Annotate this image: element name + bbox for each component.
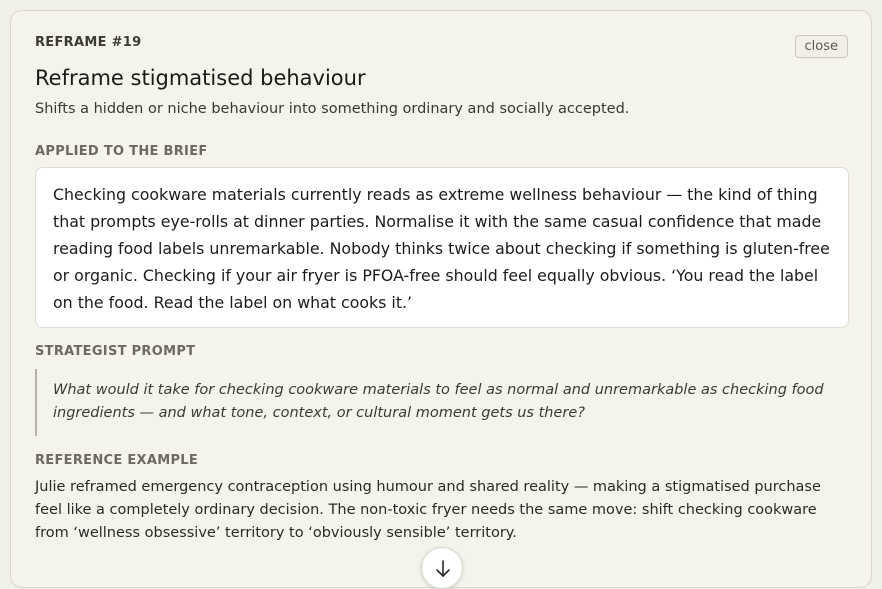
applied-section-label: APPLIED TO THE BRIEF	[35, 144, 208, 159]
card-title: Reframe stigmatised behaviour	[35, 66, 366, 90]
card-subtitle: Shifts a hidden or niche behaviour into something ordinary and socially accepted.	[35, 101, 630, 117]
reframe-card	[10, 10, 872, 588]
applied-brief-text: Checking cookware materials currently reads as extreme wellness behaviour — the kind of thing that prompts eye-rolls at dinner parties. Normalise it with the same casual confidence that made reading food labels unremarkable. Nobody thinks twice about checking if something is gluten-free or organic. Checking if your air fryer is PFOA-free should feel equally obvious. ‘You read the label on the food. Read the label on what cooks it.’	[35, 167, 849, 328]
close-button[interactable]: close	[795, 35, 848, 58]
strategist-prompt-label: STRATEGIST PROMPT	[35, 344, 196, 359]
reference-example-label: REFERENCE EXAMPLE	[35, 453, 199, 468]
strategist-prompt-quote: What would it take for checking cookware materials to feel as normal and unremarkable as checking food ingredients — and what tone, context, or cultural moment gets us there?	[35, 369, 835, 436]
scroll-down-button[interactable]	[421, 547, 463, 589]
reframe-number: REFRAME #19	[35, 35, 142, 50]
reference-example-text: Julie reframed emergency contraception using humour and shared reality — making a stigmatised purchase feel like a completely ordinary decision. The non-toxic fryer needs the same move: shift checking cookware from ‘wellness obsessive’ territory to ‘obviously sensible’ territory.	[35, 479, 821, 541]
arrow-down-icon	[434, 559, 452, 579]
